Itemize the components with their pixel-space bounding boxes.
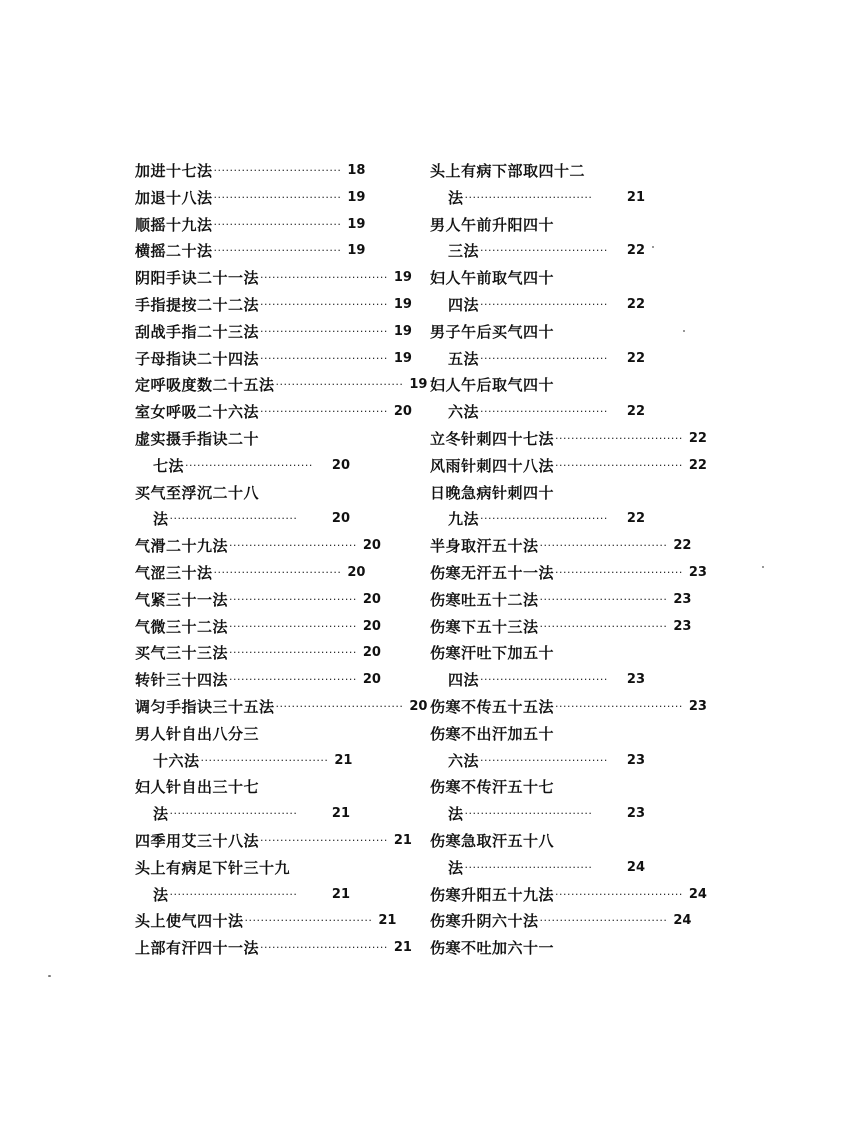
toc-entry-title: 妇人午前取气四十 xyxy=(430,269,555,288)
toc-entry-title: 妇人针自出三十七 xyxy=(135,778,260,797)
toc-entry xyxy=(430,801,645,828)
toc-page-number: 21 xyxy=(331,806,350,822)
toc-page-number: 23 xyxy=(626,672,645,688)
toc-entry xyxy=(430,453,707,480)
toc-page-number: 21 xyxy=(626,189,645,205)
toc-entry xyxy=(430,587,692,614)
toc-entry-title: 男人针自出八分三 xyxy=(135,724,260,743)
toc-entry-title: 伤寒升阳五十九法 xyxy=(430,885,555,904)
toc-page-number: 19 xyxy=(393,323,412,339)
toc-dot-leader: ································ xyxy=(244,914,373,928)
toc-dot-leader: ································ xyxy=(229,592,357,606)
toc-page-number: 22 xyxy=(626,296,645,312)
toc-page-number: 19 xyxy=(393,350,412,366)
toc-entry-title: 阴阳手诀二十一法 xyxy=(135,269,260,288)
toc-dot-leader: ································ xyxy=(169,512,298,526)
toc-entry-title: 伤寒不传五十五法 xyxy=(430,697,555,716)
toc-dot-leader: ································ xyxy=(555,887,683,901)
toc-page-number: 20 xyxy=(362,672,381,688)
toc-entry xyxy=(135,694,428,721)
toc-page-number: 21 xyxy=(378,913,397,929)
toc-entry xyxy=(135,346,412,373)
toc-entry xyxy=(430,614,692,641)
toc-entry xyxy=(135,238,366,265)
toc-entry-title: 伤寒不出汗加五十 xyxy=(430,724,555,743)
toc-entry xyxy=(430,748,645,775)
toc-page-number: 22 xyxy=(626,511,645,527)
toc-dot-leader: ································ xyxy=(464,190,593,204)
toc-entry-title: 四法 xyxy=(448,295,480,314)
toc-dot-leader: ································ xyxy=(260,351,388,365)
scan-speck xyxy=(652,246,654,248)
toc-entry xyxy=(135,265,412,292)
toc-page-number: 22 xyxy=(626,243,645,259)
toc-page-number: 20 xyxy=(362,618,381,634)
toc-page-number: 23 xyxy=(673,591,692,607)
toc-page-number: 19 xyxy=(393,270,412,286)
toc-entry xyxy=(135,801,350,828)
toc-entry xyxy=(430,212,645,239)
toc-entry xyxy=(430,292,645,319)
toc-dot-leader: ································ xyxy=(480,512,608,526)
toc-entry xyxy=(135,319,412,346)
toc-left-column xyxy=(135,158,428,962)
toc-entry xyxy=(135,506,350,533)
toc-entry-title: 伤寒下五十三法 xyxy=(430,617,539,636)
toc-entry xyxy=(430,908,692,935)
toc-entry xyxy=(135,748,353,775)
toc-dot-leader: ································ xyxy=(275,699,404,713)
toc-entry-title: 气微三十二法 xyxy=(135,617,229,636)
toc-entry xyxy=(430,560,707,587)
toc-entry xyxy=(430,506,645,533)
toc-entry-title: 风雨针刺四十八法 xyxy=(430,456,555,475)
toc-entry-title: 虚实摄手指诀二十 xyxy=(135,429,260,448)
toc-page-number: 20 xyxy=(362,591,381,607)
toc-entry-title: 十六法 xyxy=(153,751,200,770)
toc-page-number: 20 xyxy=(362,538,381,554)
toc-entry-title: 气紧三十一法 xyxy=(135,590,229,609)
toc-entry-title: 三法 xyxy=(448,242,480,261)
toc-page-number: 18 xyxy=(347,163,366,178)
toc-entry-title: 法 xyxy=(448,858,464,877)
toc-dot-leader: ································ xyxy=(480,244,608,258)
toc-dot-leader: ································ xyxy=(229,539,357,553)
toc-entry xyxy=(430,426,707,453)
toc-entry xyxy=(135,158,366,185)
toc-entry xyxy=(135,587,381,614)
toc-page-number: 23 xyxy=(688,564,707,580)
toc-dot-leader: ································ xyxy=(169,887,298,901)
toc-entry-title: 头上有病下部取四十二 xyxy=(430,162,586,180)
toc-entry xyxy=(135,908,397,935)
toc-entry-title: 气涩三十法 xyxy=(135,563,213,582)
toc-dot-leader: ································ xyxy=(464,807,593,821)
toc-entry xyxy=(135,935,412,962)
toc-page-number: 20 xyxy=(331,511,350,527)
toc-entry xyxy=(135,372,428,399)
toc-dot-leader: ································ xyxy=(229,673,357,687)
toc-page-number: 19 xyxy=(347,189,366,205)
toc-entry-title: 五法 xyxy=(448,349,480,368)
toc-entry-title: 室女呼吸二十六法 xyxy=(135,403,260,422)
toc-entry xyxy=(135,828,412,855)
toc-entry xyxy=(135,721,350,748)
toc-dot-leader: ································ xyxy=(213,164,342,177)
toc-entry-title: 伤寒不传汗五十七 xyxy=(430,778,555,797)
toc-dot-leader: ································ xyxy=(480,297,608,311)
toc-page-number: 21 xyxy=(334,752,353,768)
toc-entry-title: 男人午前升阳四十 xyxy=(430,215,555,234)
toc-page-number: 24 xyxy=(673,913,692,929)
toc-entry xyxy=(135,640,381,667)
toc-entry-title: 法 xyxy=(153,885,169,904)
toc-entry-title: 妇人午后取气四十 xyxy=(430,376,555,395)
toc-entry-title: 立冬针刺四十七法 xyxy=(430,429,555,448)
toc-page-number: 23 xyxy=(626,752,645,768)
toc-entry-title: 头上使气四十法 xyxy=(135,912,244,931)
toc-dot-leader: ································ xyxy=(260,297,388,311)
toc-dot-leader: ································ xyxy=(260,405,388,419)
toc-dot-leader: ································ xyxy=(169,807,298,821)
toc-entry-title: 横摇二十法 xyxy=(135,242,213,261)
toc-entry-title: 加退十八法 xyxy=(135,188,213,207)
toc-entry xyxy=(430,319,645,346)
toc-dot-leader: ································ xyxy=(480,405,608,419)
toc-page-number: 20 xyxy=(331,457,350,473)
toc-page-number: 21 xyxy=(393,940,412,956)
toc-entry xyxy=(135,212,366,239)
toc-page-number: 20 xyxy=(393,404,412,420)
toc-entry-title: 六法 xyxy=(448,751,480,770)
toc-page-number: 22 xyxy=(626,350,645,366)
toc-entry-title: 法 xyxy=(448,805,464,824)
toc-dot-leader: ································ xyxy=(539,914,668,928)
toc-dot-leader: ································ xyxy=(275,378,404,392)
toc-entry-title: 四季用艾三十八法 xyxy=(135,831,260,850)
toc-entry xyxy=(135,399,412,426)
toc-entry xyxy=(430,828,645,855)
toc-entry-title: 定呼吸度数二十五法 xyxy=(135,376,275,395)
toc-entry xyxy=(430,935,645,962)
toc-page-number: 20 xyxy=(347,564,366,580)
toc-dot-leader: ································ xyxy=(229,619,357,633)
toc-dot-leader: ································ xyxy=(555,565,683,579)
toc-entry xyxy=(430,158,645,185)
toc-dot-leader: ································ xyxy=(213,190,342,204)
toc-entry-title: 气滑二十九法 xyxy=(135,537,229,556)
toc-entry xyxy=(135,453,350,480)
scan-speck xyxy=(48,975,51,977)
toc-page-number: 19 xyxy=(393,296,412,312)
scan-speck xyxy=(762,566,764,568)
toc-entry-title: 调匀手指诀三十五法 xyxy=(135,697,275,716)
toc-entry-title: 伤寒汗吐下加五十 xyxy=(430,644,555,663)
toc-page-number: 22 xyxy=(688,457,707,473)
toc-entry xyxy=(430,185,645,212)
toc-entry xyxy=(430,855,645,882)
toc-entry-title: 七法 xyxy=(153,456,185,475)
toc-dot-leader: ································ xyxy=(213,244,342,258)
toc-entry-title: 法 xyxy=(448,188,464,207)
toc-dot-leader: ································ xyxy=(260,271,388,285)
toc-entry-title: 转针三十四法 xyxy=(135,671,229,690)
toc-page-number: 19 xyxy=(409,377,428,393)
toc-entry-title: 伤寒升阴六十法 xyxy=(430,912,539,931)
toc-page-number: 22 xyxy=(673,538,692,554)
toc-page-number: 20 xyxy=(362,645,381,661)
toc-dot-leader: ································ xyxy=(260,324,388,338)
toc-dot-leader: ································ xyxy=(213,217,342,231)
toc-entry xyxy=(430,533,692,560)
toc-dot-leader: ································ xyxy=(200,753,329,767)
toc-entry-title: 顺摇十九法 xyxy=(135,215,213,234)
toc-entry xyxy=(430,480,645,507)
toc-page-number: 24 xyxy=(688,886,707,902)
toc-entry xyxy=(135,292,412,319)
toc-dot-leader: ································ xyxy=(539,539,668,553)
toc-entry-title: 半身取汗五十法 xyxy=(430,537,539,556)
toc-entry xyxy=(135,185,366,212)
toc-page-number: 21 xyxy=(393,832,412,848)
toc-entry-title: 六法 xyxy=(448,403,480,422)
toc-page-number: 20 xyxy=(409,698,428,714)
toc-entry-title: 法 xyxy=(153,510,169,529)
toc-dot-leader: ································ xyxy=(464,860,593,874)
toc-entry xyxy=(135,855,350,882)
toc-dot-leader: ································ xyxy=(480,753,608,767)
toc-page-number: 19 xyxy=(347,216,366,232)
toc-dot-leader: ································ xyxy=(480,673,608,687)
toc-entry-title: 伤寒吐五十二法 xyxy=(430,590,539,609)
toc-entry xyxy=(135,667,381,694)
toc-entry xyxy=(430,265,645,292)
toc-page-number: 21 xyxy=(331,886,350,902)
toc-entry xyxy=(430,399,645,426)
toc-entry xyxy=(430,667,645,694)
toc-entry-title: 头上有病足下针三十九 xyxy=(135,858,291,877)
toc-page-number: 19 xyxy=(347,243,366,259)
toc-entry-title: 买气三十三法 xyxy=(135,644,229,663)
toc-entry xyxy=(430,372,645,399)
toc-page-number: 23 xyxy=(626,806,645,822)
toc-page-number: 22 xyxy=(626,404,645,420)
toc-dot-leader: ································ xyxy=(260,833,388,847)
toc-entry xyxy=(430,882,707,909)
toc-dot-leader: ································ xyxy=(539,619,668,633)
toc-dot-leader: ································ xyxy=(480,351,608,365)
toc-dot-leader: ································ xyxy=(539,592,668,606)
toc-entry xyxy=(135,480,350,507)
toc-dot-leader: ································ xyxy=(555,458,683,472)
toc-entry xyxy=(135,533,381,560)
toc-entry-title: 刮战手指二十三法 xyxy=(135,322,260,341)
toc-entry xyxy=(135,882,350,909)
toc-entry xyxy=(430,346,645,373)
toc-entry xyxy=(135,426,350,453)
toc-entry-title: 日晚急病针刺四十 xyxy=(430,483,555,502)
toc-entry-title: 伤寒急取汗五十八 xyxy=(430,831,555,850)
toc-entry-title: 手指提按二十二法 xyxy=(135,295,260,314)
toc-dot-leader: ································ xyxy=(229,646,357,660)
scan-speck xyxy=(683,330,685,332)
toc-page-number: 23 xyxy=(688,698,707,714)
toc-page-number: 24 xyxy=(626,859,645,875)
toc-right-column xyxy=(430,158,707,962)
toc-dot-leader: ································ xyxy=(260,941,388,955)
toc-entry-title: 伤寒无汗五十一法 xyxy=(430,563,555,582)
toc-entry xyxy=(135,774,350,801)
toc-page-number: 22 xyxy=(688,430,707,446)
toc-dot-leader: ································ xyxy=(555,431,683,445)
toc-entry xyxy=(430,774,645,801)
toc-entry xyxy=(430,694,707,721)
toc-entry-title: 九法 xyxy=(448,510,480,529)
toc-entry-title: 四法 xyxy=(448,671,480,690)
toc-entry-title: 买气至浮沉二十八 xyxy=(135,483,260,502)
toc-entry-title: 加进十七法 xyxy=(135,162,213,180)
toc-entry xyxy=(430,640,645,667)
toc-entry xyxy=(430,721,645,748)
toc-dot-leader: ································ xyxy=(555,699,683,713)
toc-entry xyxy=(135,560,366,587)
toc-dot-leader: ································ xyxy=(213,565,342,579)
toc-entry-title: 男子午后买气四十 xyxy=(430,322,555,341)
toc-dot-leader: ································ xyxy=(185,458,313,472)
toc-entry-title: 子母指诀二十四法 xyxy=(135,349,260,368)
toc-entry-title: 法 xyxy=(153,805,169,824)
toc-entry-title: 上部有汗四十一法 xyxy=(135,939,260,958)
toc-entry-title: 伤寒不吐加六十一 xyxy=(430,939,555,958)
toc-page-number: 23 xyxy=(673,618,692,634)
toc-entry xyxy=(135,614,381,641)
toc-entry xyxy=(430,238,645,265)
